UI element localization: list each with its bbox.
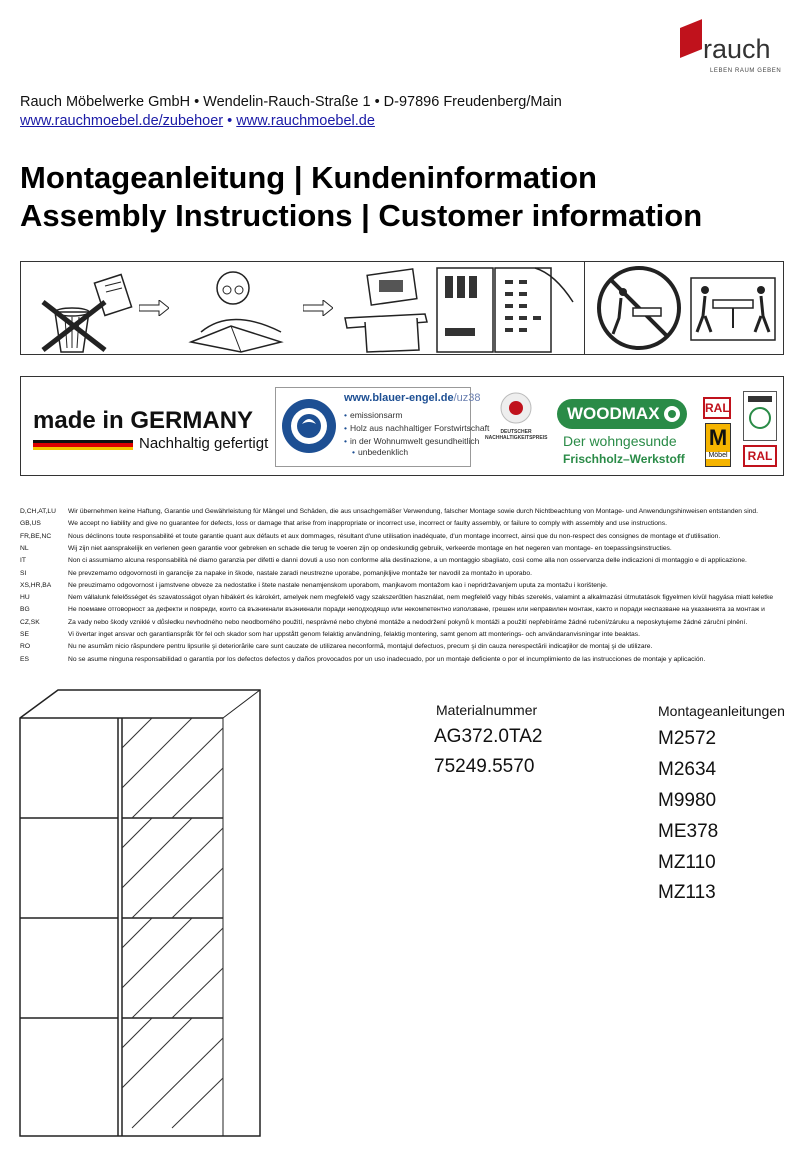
material-number-label: Materialnummer — [436, 702, 538, 718]
logo-mark-icon — [680, 19, 702, 58]
accessories-link[interactable]: www.rauchmoebel.de/zubehoer — [20, 113, 224, 129]
award-icon — [499, 391, 533, 425]
blauer-engel-item: • emissionsarm — [344, 410, 402, 420]
disclaimer-lang-code: IT — [20, 557, 26, 565]
disclaimer-text: Nous déclinons toute responsabilité et toute garantie quant aux défauts et aux dommages, résultant d'une utilisation inadéquate, d'un montage incorrect, ainsi que du non-respect des consignes de montage et d'utilisation. — [68, 532, 721, 540]
german-flag-icon — [33, 440, 133, 450]
woodmax-sub1: Der wohngesunde — [563, 433, 677, 449]
disclaimer-text: Non ci assumiamo alcuna responsabilità né diamo garanzia per difetti e danni dovuti a uso non conforme alla destinazione, a un montaggio sbagliato, così come alla non osservanza delle indicazioni di montaggio e di applicazione. — [68, 557, 747, 565]
seal-icon — [744, 392, 776, 440]
disclaimer-text: Ne prevzemamo odgovornosti in garancije za napake in škode, nastale zaradi neustrezne uporabe, pomanjkljive montaže ter navodil za montažo in uporabo. — [68, 569, 532, 577]
disclaimer-lang-code: SI — [20, 569, 27, 577]
woodmax-badge — [557, 399, 687, 429]
moebel-badge: M Möbel — [705, 423, 731, 467]
two-person-assembly-icon — [593, 262, 781, 354]
disclaimer-lang-code: RO — [20, 643, 31, 651]
disclaimer-lang-code: XS,HR,BA — [20, 581, 52, 589]
blauer-engel-item: • Holz aus nachhaltiger Forstwirtschaft — [344, 423, 489, 433]
woodmax-sub2: Frischholz–Werkstoff — [563, 452, 685, 466]
disclaimer-text: Не поемаме отговорност за дефекти и повреди, които са възникнали възникнали поради неподходящо или некомпетентно използване, грешен или неправилен монтаж, както и поради неспазване на указанията за монтаж и — [68, 606, 765, 614]
page-title-en: Assembly Instructions | Customer information — [20, 198, 703, 233]
instruction-number: M2572 — [658, 728, 717, 749]
blauer-engel-badge — [275, 387, 490, 467]
blauer-engel-item: • in der Wohnumwelt gesundheitlich — [344, 436, 479, 446]
blauer-engel-url-main: www.blauer-engel.de — [344, 392, 454, 404]
disclaimer-text: No se asume ninguna responsabilidad o garantía por los defectos defectos y daños provocados por un uso inadecuado, por un montaje deficiente o por el incumplimiento de las instrucciones de montaje y aplicación. — [68, 655, 706, 663]
disclaimer-lang-code: SE — [20, 631, 29, 638]
disclaimer-text: Wir übernehmen keine Haftung, Garantie und Gewährleistung für Mängel und Schäden, die aus unsachgemäßer Verwendung, falscher Montage sowie durch Nichtbeachtung von Montage- und Anwendungshinweisen entstanden sind. — [68, 508, 758, 515]
moebel-label: Möbel — [706, 452, 730, 459]
person-reading-icon — [171, 262, 301, 354]
logo-tagline: LEBEN RAUM GEBEN — [710, 68, 782, 74]
disclaimer-text: Ne preuzimamo odgovornost i jamstvene obveze za nedostatke i štete nastale nenamjenskom uporabom, manjkavom montažom kao i nepridržavanjem uputa za montažu i korištenje. — [68, 581, 608, 589]
company-links — [20, 113, 375, 129]
logo-word: rauch — [703, 34, 771, 64]
disclaimer-lang-code: HU — [20, 594, 30, 602]
goldenes-m-badge — [743, 391, 777, 441]
link-separator: • — [223, 113, 237, 129]
blauer-engel-url — [344, 392, 481, 404]
disclaimer-text: Nem vállalunk felelősséget és szavatosságot olyan hibákért és károkért, amelyek nem megfelelő vagy szakszerűtlen használat, nem megfelelő vagy hibás szerelés, valamint a alkalmazási útmutatások figyelmen kívül hagyása miatt keletke — [68, 594, 774, 602]
homepage-link[interactable]: www.rauchmoebel.de — [236, 113, 375, 129]
award-label: DEUTSCHER NACHHALTIGKEITSPREIS — [485, 429, 548, 441]
made-in-germany-label: made in GERMANY — [33, 407, 254, 434]
disclaimer-text: Za vady nebo škody vzniklé v důsledku nevhodného nebo neodborného použití, nesprávné nebo chybné montáže a nedodržení pokynů k montáži a použití nepřebíráme žádné ručení/záruku a neposkytujeme žádné záruční plnění. — [68, 618, 748, 626]
arrow-right-icon — [303, 300, 333, 316]
ral-badge-2: RAL — [743, 445, 777, 467]
blauer-engel-code: /uz38 — [453, 392, 481, 404]
disclaimer-text: Nu ne asumăm nicio răspundere pentru lipsurile şi deteriorările care sunt cauzate de utilizarea neconformă, montajul defectuos, precum şi din cauza nerespectării indicaţiilor de montaj şi de utilizare. — [68, 643, 653, 651]
instructions-label: Montageanleitungen — [658, 703, 785, 719]
certificates-strip — [20, 376, 784, 476]
ral-badge: RAL — [703, 397, 731, 419]
instruction-number: ME378 — [658, 821, 719, 842]
check-parts-icon — [435, 262, 577, 354]
instruction-number: M2634 — [658, 759, 717, 780]
rauch-logo — [678, 26, 790, 82]
arrow-right-icon — [139, 300, 169, 316]
no-trash-icon — [25, 262, 137, 354]
sustainable-label: Nachhaltig gefertigt — [139, 435, 269, 452]
woodmax-label: WOODMAX — [567, 404, 660, 423]
disclaimer-lang-code: GB,US — [20, 520, 41, 528]
company-address: Rauch Möbelwerke GmbH • Wendelin-Rauch-Straße 1 • D-97896 Freudenberg/Main — [20, 94, 562, 110]
disclaimer-text: Vi övertar inget ansvar och garantianspråk för fel och skador som har uppstått genom felaktig användning, felaktig montering, samt genom att monterings- och användaranvisningar inte beaktas. — [68, 631, 640, 638]
file-manual-icon — [335, 262, 437, 354]
disclaimer-lang-code: BG — [20, 606, 30, 614]
disclaimer-lang-code: NL — [20, 544, 29, 552]
disclaimer-text: We accept no liability and give no guarantee for defects, loss or damage that arise from inappropriate or incorrect use, incorrect or faulty assembly, or failure to comply with assembly and use instructions. — [68, 520, 667, 528]
nachhaltigkeitspreis-badge — [485, 391, 547, 441]
disclaimer-text: Wij zijn niet aansprakelijk en verlenen geen garantie voor gebreken en schade die terug te voeren zijn op ondeskundig gebruik, verkeerde montage en het negeren van montage- en toepassingsinstructies. — [68, 544, 672, 552]
instruction-number: MZ110 — [658, 852, 716, 873]
page-title-de: Montageanleitung | Kundeninformation — [20, 160, 597, 195]
blauer-engel-icon — [280, 394, 338, 458]
material-number: AG372.0TA2 — [434, 726, 543, 747]
instruction-number: M9980 — [658, 790, 717, 811]
disclaimer-lang-code: D,CH,AT,LU — [20, 508, 56, 515]
wardrobe-drawing — [18, 688, 264, 1144]
blauer-engel-item: • unbedenklich — [344, 447, 408, 457]
instruction-pictograms — [20, 261, 784, 355]
material-number: 75249.5570 — [434, 756, 535, 777]
woodmax-gear-icon — [663, 405, 681, 423]
instruction-number: MZ113 — [658, 882, 716, 903]
disclaimer-lang-code: FR,BE,NC — [20, 532, 52, 540]
disclaimer-lang-code: CZ,SK — [20, 618, 40, 626]
disclaimer-lang-code: ES — [20, 655, 29, 663]
